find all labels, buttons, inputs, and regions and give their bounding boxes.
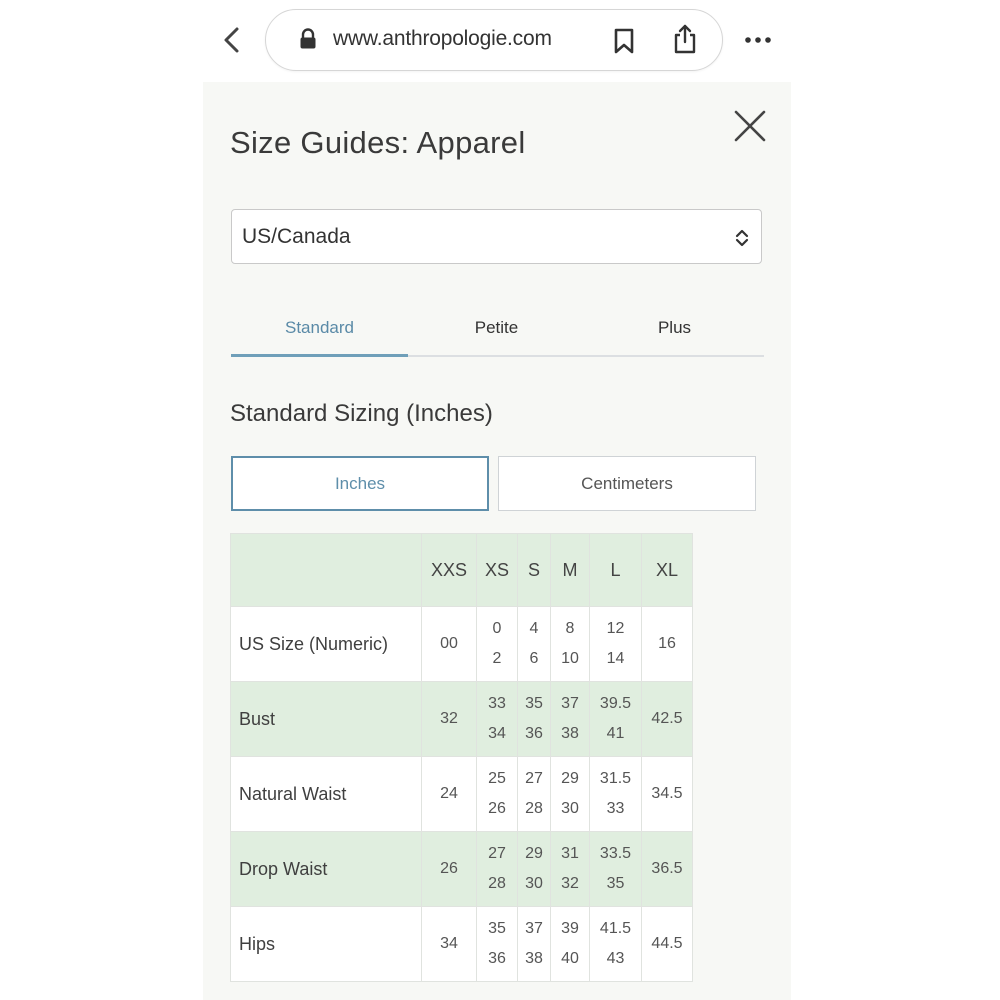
- tab-standard[interactable]: Standard: [285, 318, 354, 337]
- table-cell: [518, 907, 551, 982]
- table-cell: [518, 682, 551, 757]
- table-cell: 34: [422, 907, 477, 982]
- row-label: Bust: [231, 682, 422, 757]
- cell-value: 34: [488, 725, 506, 742]
- cell-value: 30: [561, 800, 579, 817]
- cell-value: 38: [525, 950, 543, 967]
- table-cell: 34.5: [642, 757, 693, 832]
- table-cell: [551, 832, 590, 907]
- cell-value: 25: [488, 770, 506, 787]
- column-header: XXS: [422, 534, 477, 607]
- cell-value: 33.5: [599, 845, 632, 862]
- cell-value: 35: [488, 920, 506, 937]
- cell-value: 37: [525, 920, 543, 937]
- cell-value: 31: [561, 845, 579, 862]
- table-cell: [590, 682, 642, 757]
- bookmark-icon[interactable]: [611, 27, 637, 55]
- table-row: [231, 832, 693, 907]
- column-header: L: [590, 534, 642, 607]
- cell-value: 41: [606, 725, 625, 742]
- tab-plus[interactable]: Plus: [657, 318, 692, 337]
- cell-value: 30: [525, 875, 543, 892]
- cell-value: 39.5: [599, 695, 632, 712]
- table-cell: [477, 757, 518, 832]
- table-cell: 44.5: [642, 907, 693, 982]
- cell-value: 36: [525, 725, 543, 742]
- cell-value: 33: [488, 695, 506, 712]
- cell-value: 27: [488, 845, 506, 862]
- centimeters-button[interactable]: Centimeters: [498, 456, 756, 511]
- table-cell: 16: [642, 607, 693, 682]
- cell-value: 29: [561, 770, 579, 787]
- cell-value: 6: [529, 650, 539, 667]
- cell-value: 10: [561, 650, 579, 667]
- table-cell: [477, 682, 518, 757]
- table-row: [231, 607, 693, 682]
- tab-petite[interactable]: Petite: [474, 318, 519, 337]
- table-cell: [477, 907, 518, 982]
- table-cell: 42.5: [642, 682, 693, 757]
- table-cell: [477, 832, 518, 907]
- table-cell: 00: [422, 607, 477, 682]
- size-table: [230, 533, 693, 982]
- cell-value: 32: [561, 875, 579, 892]
- table-row: [231, 757, 693, 832]
- section-title: Standard Sizing (Inches): [230, 400, 493, 427]
- table-cell: [518, 832, 551, 907]
- table-header-row: [231, 534, 693, 607]
- cell-value: 31.5: [599, 770, 632, 787]
- chevron-left-icon[interactable]: [218, 24, 248, 56]
- cell-value: 28: [488, 875, 506, 892]
- cell-value: 0: [492, 620, 502, 637]
- cell-value: 33: [606, 800, 625, 817]
- table-cell: [551, 682, 590, 757]
- cell-value: 12: [606, 620, 625, 637]
- cell-value: 28: [525, 800, 543, 817]
- cell-value: 43: [606, 950, 625, 967]
- table-cell: [477, 607, 518, 682]
- cell-value: 41.5: [599, 920, 632, 937]
- table-cell: 24: [422, 757, 477, 832]
- row-label: Natural Waist: [231, 757, 422, 832]
- table-row: [231, 907, 693, 982]
- table-cell: 36.5: [642, 832, 693, 907]
- table-cell: [518, 757, 551, 832]
- table-cell: [551, 907, 590, 982]
- cell-value: 8: [565, 620, 575, 637]
- cell-value: 36: [488, 950, 506, 967]
- table-cell: [590, 757, 642, 832]
- inches-button[interactable]: Inches: [231, 456, 489, 511]
- table-row: [231, 682, 693, 757]
- cell-value: 27: [525, 770, 543, 787]
- cell-value: 35: [525, 695, 543, 712]
- cell-value: 37: [561, 695, 579, 712]
- column-header: XS: [477, 534, 518, 607]
- table-cell: 26: [422, 832, 477, 907]
- column-header: XL: [642, 534, 693, 607]
- lock-icon: [299, 28, 317, 50]
- cell-value: 38: [561, 725, 579, 742]
- row-label: US Size (Numeric): [231, 607, 422, 682]
- cell-value: 40: [561, 950, 579, 967]
- row-label: Drop Waist: [231, 832, 422, 907]
- table-cell: [551, 757, 590, 832]
- cell-value: 2: [492, 650, 502, 667]
- cell-value: 26: [488, 800, 506, 817]
- table-cell: [590, 907, 642, 982]
- column-header: M: [551, 534, 590, 607]
- share-icon[interactable]: [671, 23, 699, 55]
- cell-value: 35: [606, 875, 625, 892]
- table-cell: [551, 607, 590, 682]
- cell-value: 14: [606, 650, 625, 667]
- row-label: Hips: [231, 907, 422, 982]
- cell-value: 4: [529, 620, 539, 637]
- modal-title: Size Guides: Apparel: [230, 125, 526, 160]
- cell-value: 29: [525, 845, 543, 862]
- region-select-value[interactable]: US/Canada: [242, 225, 351, 248]
- select-arrows-icon[interactable]: [733, 226, 751, 250]
- close-icon[interactable]: [728, 104, 772, 148]
- table-cell: [590, 607, 642, 682]
- active-tab-indicator: [231, 354, 408, 357]
- cell-value: 39: [561, 920, 579, 937]
- more-icon[interactable]: [743, 30, 773, 50]
- table-cell: [518, 607, 551, 682]
- url-text[interactable]: www.anthropologie.com: [333, 27, 552, 50]
- header-cell-empty: [231, 534, 422, 607]
- table-cell: 32: [422, 682, 477, 757]
- column-header: S: [518, 534, 551, 607]
- table-cell: [590, 832, 642, 907]
